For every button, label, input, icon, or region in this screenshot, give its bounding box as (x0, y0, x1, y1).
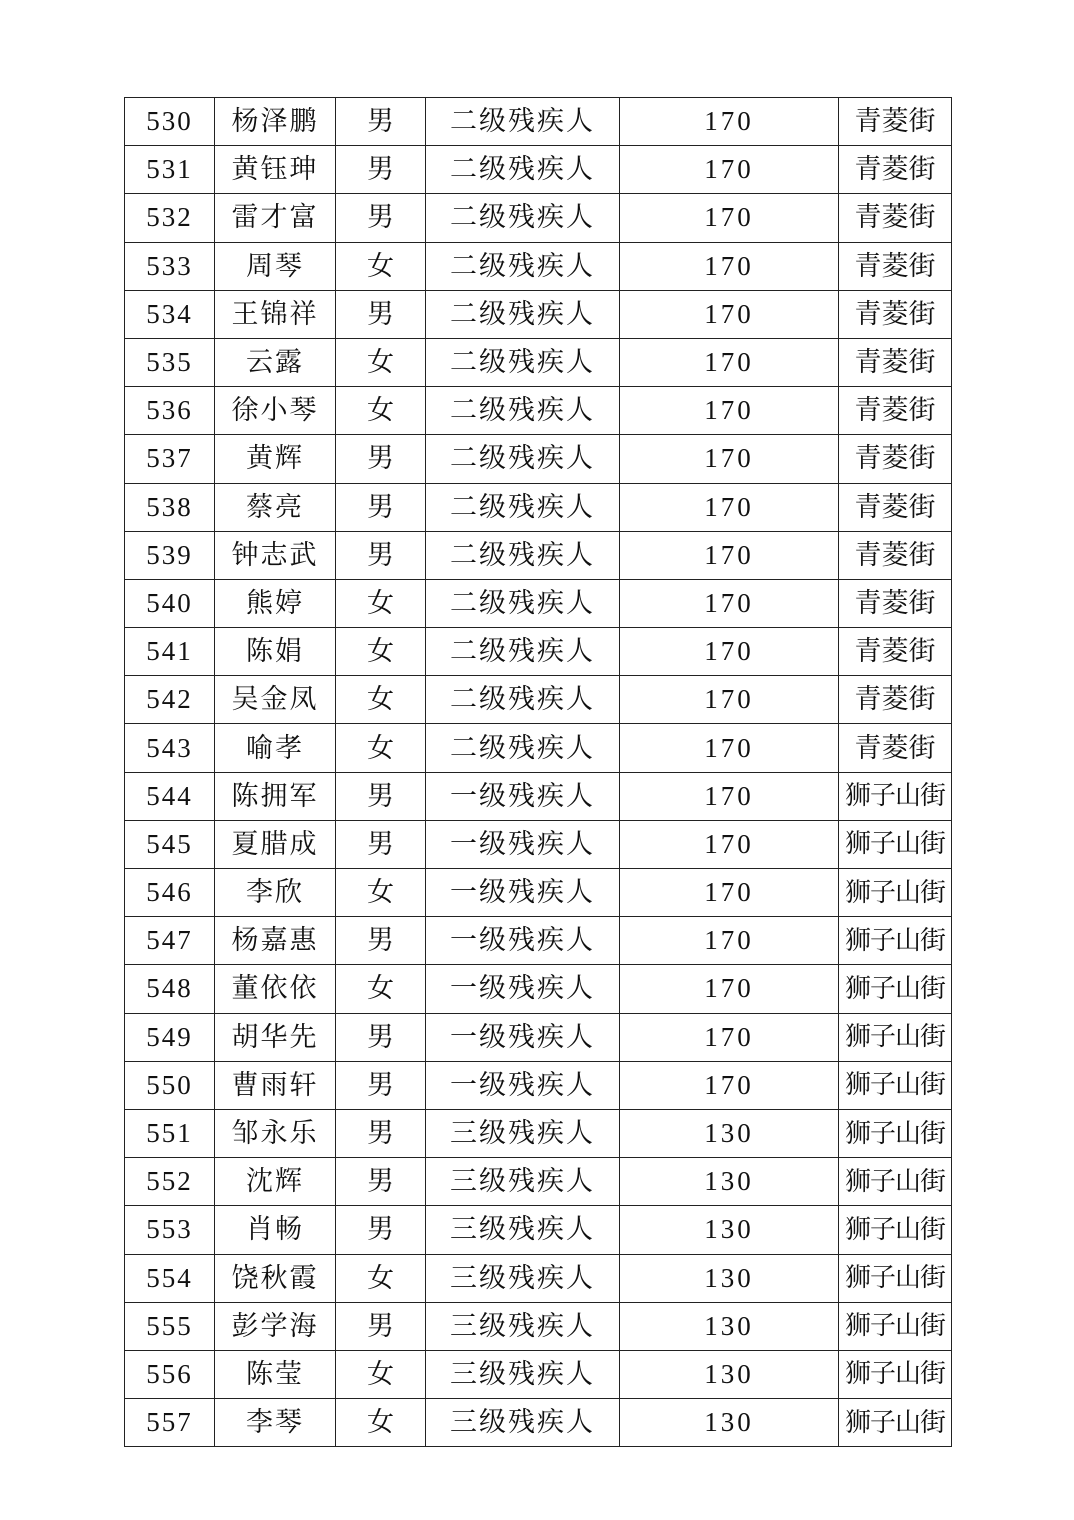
table-row (125, 1061, 952, 1109)
gender-cell: 女 (336, 676, 426, 724)
street-cell: 青菱街 (839, 387, 952, 435)
disability-level-cell: 三级残疾人 (426, 1254, 620, 1302)
amount-cell: 170 (620, 772, 839, 820)
street-cell: 青菱街 (839, 724, 952, 772)
amount-cell: 170 (620, 194, 839, 242)
disability-level-cell: 二级残疾人 (426, 724, 620, 772)
amount-cell: 170 (620, 917, 839, 965)
serial-number-cell: 540 (125, 579, 215, 627)
gender-cell: 男 (336, 531, 426, 579)
street-cell: 狮子山街 (839, 1013, 952, 1061)
gender-cell: 男 (336, 435, 426, 483)
serial-number-cell: 549 (125, 1013, 215, 1061)
serial-number-cell: 553 (125, 1206, 215, 1254)
name-cell: 陈拥军 (215, 772, 336, 820)
gender-cell: 男 (336, 1302, 426, 1350)
name-cell: 王锦祥 (215, 290, 336, 338)
street-cell: 狮子山街 (839, 1061, 952, 1109)
gender-cell: 男 (336, 917, 426, 965)
name-cell: 云露 (215, 338, 336, 386)
disability-level-cell: 二级残疾人 (426, 290, 620, 338)
serial-number-cell: 537 (125, 435, 215, 483)
serial-number-cell: 555 (125, 1302, 215, 1350)
amount-cell: 130 (620, 1254, 839, 1302)
amount-cell: 130 (620, 1399, 839, 1447)
name-cell: 吴金凤 (215, 676, 336, 724)
name-cell: 杨嘉惠 (215, 917, 336, 965)
beneficiary-table (124, 97, 952, 1447)
street-cell: 青菱街 (839, 194, 952, 242)
disability-level-cell: 二级残疾人 (426, 579, 620, 627)
disability-level-cell: 二级残疾人 (426, 435, 620, 483)
amount-cell: 170 (620, 1013, 839, 1061)
amount-cell: 170 (620, 387, 839, 435)
serial-number-cell: 530 (125, 98, 215, 146)
gender-cell: 男 (336, 1013, 426, 1061)
table-row (125, 242, 952, 290)
name-cell: 钟志武 (215, 531, 336, 579)
serial-number-cell: 557 (125, 1399, 215, 1447)
serial-number-cell: 531 (125, 146, 215, 194)
street-cell: 青菱街 (839, 98, 952, 146)
gender-cell: 男 (336, 1206, 426, 1254)
name-cell: 蔡亮 (215, 483, 336, 531)
gender-cell: 男 (336, 146, 426, 194)
gender-cell: 女 (336, 1399, 426, 1447)
street-cell: 狮子山街 (839, 1302, 952, 1350)
serial-number-cell: 534 (125, 290, 215, 338)
street-cell: 青菱街 (839, 338, 952, 386)
amount-cell: 170 (620, 98, 839, 146)
table-row (125, 1350, 952, 1398)
name-cell: 杨泽鹏 (215, 98, 336, 146)
table-row (125, 435, 952, 483)
disability-level-cell: 一级残疾人 (426, 1013, 620, 1061)
amount-cell: 170 (620, 676, 839, 724)
gender-cell: 男 (336, 483, 426, 531)
disability-level-cell: 三级残疾人 (426, 1109, 620, 1157)
serial-number-cell: 542 (125, 676, 215, 724)
street-cell: 狮子山街 (839, 869, 952, 917)
street-cell: 狮子山街 (839, 1158, 952, 1206)
name-cell: 黄钰珅 (215, 146, 336, 194)
table-row (125, 1013, 952, 1061)
table-row (125, 1109, 952, 1157)
serial-number-cell: 535 (125, 338, 215, 386)
name-cell: 胡华先 (215, 1013, 336, 1061)
gender-cell: 男 (336, 98, 426, 146)
gender-cell: 女 (336, 628, 426, 676)
disability-level-cell: 二级残疾人 (426, 387, 620, 435)
disability-level-cell: 一级残疾人 (426, 917, 620, 965)
disability-level-cell: 二级残疾人 (426, 628, 620, 676)
name-cell: 喻孝 (215, 724, 336, 772)
gender-cell: 女 (336, 1254, 426, 1302)
table-row (125, 98, 952, 146)
amount-cell: 130 (620, 1350, 839, 1398)
disability-level-cell: 一级残疾人 (426, 820, 620, 868)
name-cell: 李欣 (215, 869, 336, 917)
amount-cell: 170 (620, 242, 839, 290)
street-cell: 狮子山街 (839, 1109, 952, 1157)
street-cell: 青菱街 (839, 676, 952, 724)
amount-cell: 170 (620, 628, 839, 676)
street-cell: 青菱街 (839, 579, 952, 627)
table-row (125, 724, 952, 772)
gender-cell: 男 (336, 820, 426, 868)
amount-cell: 130 (620, 1109, 839, 1157)
disability-level-cell: 三级残疾人 (426, 1302, 620, 1350)
table-row (125, 820, 952, 868)
street-cell: 狮子山街 (839, 965, 952, 1013)
table-row (125, 531, 952, 579)
serial-number-cell: 536 (125, 387, 215, 435)
table-row (125, 676, 952, 724)
amount-cell: 170 (620, 724, 839, 772)
disability-level-cell: 二级残疾人 (426, 242, 620, 290)
street-cell: 狮子山街 (839, 772, 952, 820)
serial-number-cell: 552 (125, 1158, 215, 1206)
beneficiary-table-body (125, 98, 952, 1447)
street-cell: 青菱街 (839, 435, 952, 483)
street-cell: 狮子山街 (839, 820, 952, 868)
table-row (125, 290, 952, 338)
serial-number-cell: 548 (125, 965, 215, 1013)
disability-level-cell: 三级残疾人 (426, 1206, 620, 1254)
street-cell: 狮子山街 (839, 1399, 952, 1447)
disability-level-cell: 二级残疾人 (426, 194, 620, 242)
amount-cell: 170 (620, 579, 839, 627)
disability-level-cell: 一级残疾人 (426, 1061, 620, 1109)
amount-cell: 170 (620, 1061, 839, 1109)
table-row (125, 917, 952, 965)
name-cell: 陈莹 (215, 1350, 336, 1398)
table-row (125, 579, 952, 627)
disability-level-cell: 二级残疾人 (426, 98, 620, 146)
serial-number-cell: 533 (125, 242, 215, 290)
amount-cell: 130 (620, 1158, 839, 1206)
street-cell: 青菱街 (839, 146, 952, 194)
street-cell: 青菱街 (839, 628, 952, 676)
street-cell: 青菱街 (839, 290, 952, 338)
gender-cell: 女 (336, 579, 426, 627)
street-cell: 狮子山街 (839, 1206, 952, 1254)
street-cell: 青菱街 (839, 483, 952, 531)
table-row (125, 146, 952, 194)
street-cell: 狮子山街 (839, 917, 952, 965)
street-cell: 青菱街 (839, 531, 952, 579)
disability-level-cell: 二级残疾人 (426, 531, 620, 579)
amount-cell: 170 (620, 869, 839, 917)
disability-level-cell: 二级残疾人 (426, 146, 620, 194)
name-cell: 黄辉 (215, 435, 336, 483)
table-row (125, 483, 952, 531)
name-cell: 陈娟 (215, 628, 336, 676)
serial-number-cell: 532 (125, 194, 215, 242)
amount-cell: 170 (620, 435, 839, 483)
table-row (125, 628, 952, 676)
street-cell: 狮子山街 (839, 1350, 952, 1398)
gender-cell: 男 (336, 772, 426, 820)
table-row (125, 338, 952, 386)
name-cell: 董依依 (215, 965, 336, 1013)
gender-cell: 男 (336, 194, 426, 242)
amount-cell: 170 (620, 290, 839, 338)
amount-cell: 170 (620, 338, 839, 386)
disability-level-cell: 二级残疾人 (426, 338, 620, 386)
name-cell: 沈辉 (215, 1158, 336, 1206)
table-row (125, 1254, 952, 1302)
name-cell: 邹永乐 (215, 1109, 336, 1157)
name-cell: 李琴 (215, 1399, 336, 1447)
gender-cell: 女 (336, 1350, 426, 1398)
street-cell: 青菱街 (839, 242, 952, 290)
gender-cell: 女 (336, 242, 426, 290)
serial-number-cell: 545 (125, 820, 215, 868)
name-cell: 雷才富 (215, 194, 336, 242)
table-row (125, 772, 952, 820)
name-cell: 饶秋霞 (215, 1254, 336, 1302)
table-row (125, 194, 952, 242)
disability-level-cell: 三级残疾人 (426, 1399, 620, 1447)
amount-cell: 170 (620, 820, 839, 868)
name-cell: 彭学海 (215, 1302, 336, 1350)
table-row (125, 387, 952, 435)
name-cell: 徐小琴 (215, 387, 336, 435)
disability-level-cell: 三级残疾人 (426, 1158, 620, 1206)
amount-cell: 130 (620, 1206, 839, 1254)
gender-cell: 男 (336, 1158, 426, 1206)
table-row (125, 1158, 952, 1206)
name-cell: 曹雨轩 (215, 1061, 336, 1109)
table-row (125, 1302, 952, 1350)
gender-cell: 女 (336, 387, 426, 435)
amount-cell: 170 (620, 531, 839, 579)
serial-number-cell: 556 (125, 1350, 215, 1398)
serial-number-cell: 554 (125, 1254, 215, 1302)
name-cell: 肖畅 (215, 1206, 336, 1254)
serial-number-cell: 538 (125, 483, 215, 531)
disability-level-cell: 三级残疾人 (426, 1350, 620, 1398)
serial-number-cell: 544 (125, 772, 215, 820)
serial-number-cell: 539 (125, 531, 215, 579)
table-row (125, 1206, 952, 1254)
gender-cell: 女 (336, 965, 426, 1013)
disability-level-cell: 一级残疾人 (426, 772, 620, 820)
gender-cell: 男 (336, 290, 426, 338)
amount-cell: 170 (620, 146, 839, 194)
table-row (125, 869, 952, 917)
disability-level-cell: 二级残疾人 (426, 676, 620, 724)
serial-number-cell: 550 (125, 1061, 215, 1109)
gender-cell: 女 (336, 869, 426, 917)
amount-cell: 170 (620, 483, 839, 531)
table-row (125, 1399, 952, 1447)
name-cell: 熊婷 (215, 579, 336, 627)
street-cell: 狮子山街 (839, 1254, 952, 1302)
gender-cell: 女 (336, 338, 426, 386)
gender-cell: 女 (336, 724, 426, 772)
serial-number-cell: 547 (125, 917, 215, 965)
disability-level-cell: 一级残疾人 (426, 965, 620, 1013)
name-cell: 夏腊成 (215, 820, 336, 868)
gender-cell: 男 (336, 1109, 426, 1157)
name-cell: 周琴 (215, 242, 336, 290)
serial-number-cell: 551 (125, 1109, 215, 1157)
disability-level-cell: 一级残疾人 (426, 869, 620, 917)
amount-cell: 130 (620, 1302, 839, 1350)
disability-level-cell: 二级残疾人 (426, 483, 620, 531)
serial-number-cell: 546 (125, 869, 215, 917)
amount-cell: 170 (620, 965, 839, 1013)
serial-number-cell: 543 (125, 724, 215, 772)
gender-cell: 男 (336, 1061, 426, 1109)
table-row (125, 965, 952, 1013)
serial-number-cell: 541 (125, 628, 215, 676)
